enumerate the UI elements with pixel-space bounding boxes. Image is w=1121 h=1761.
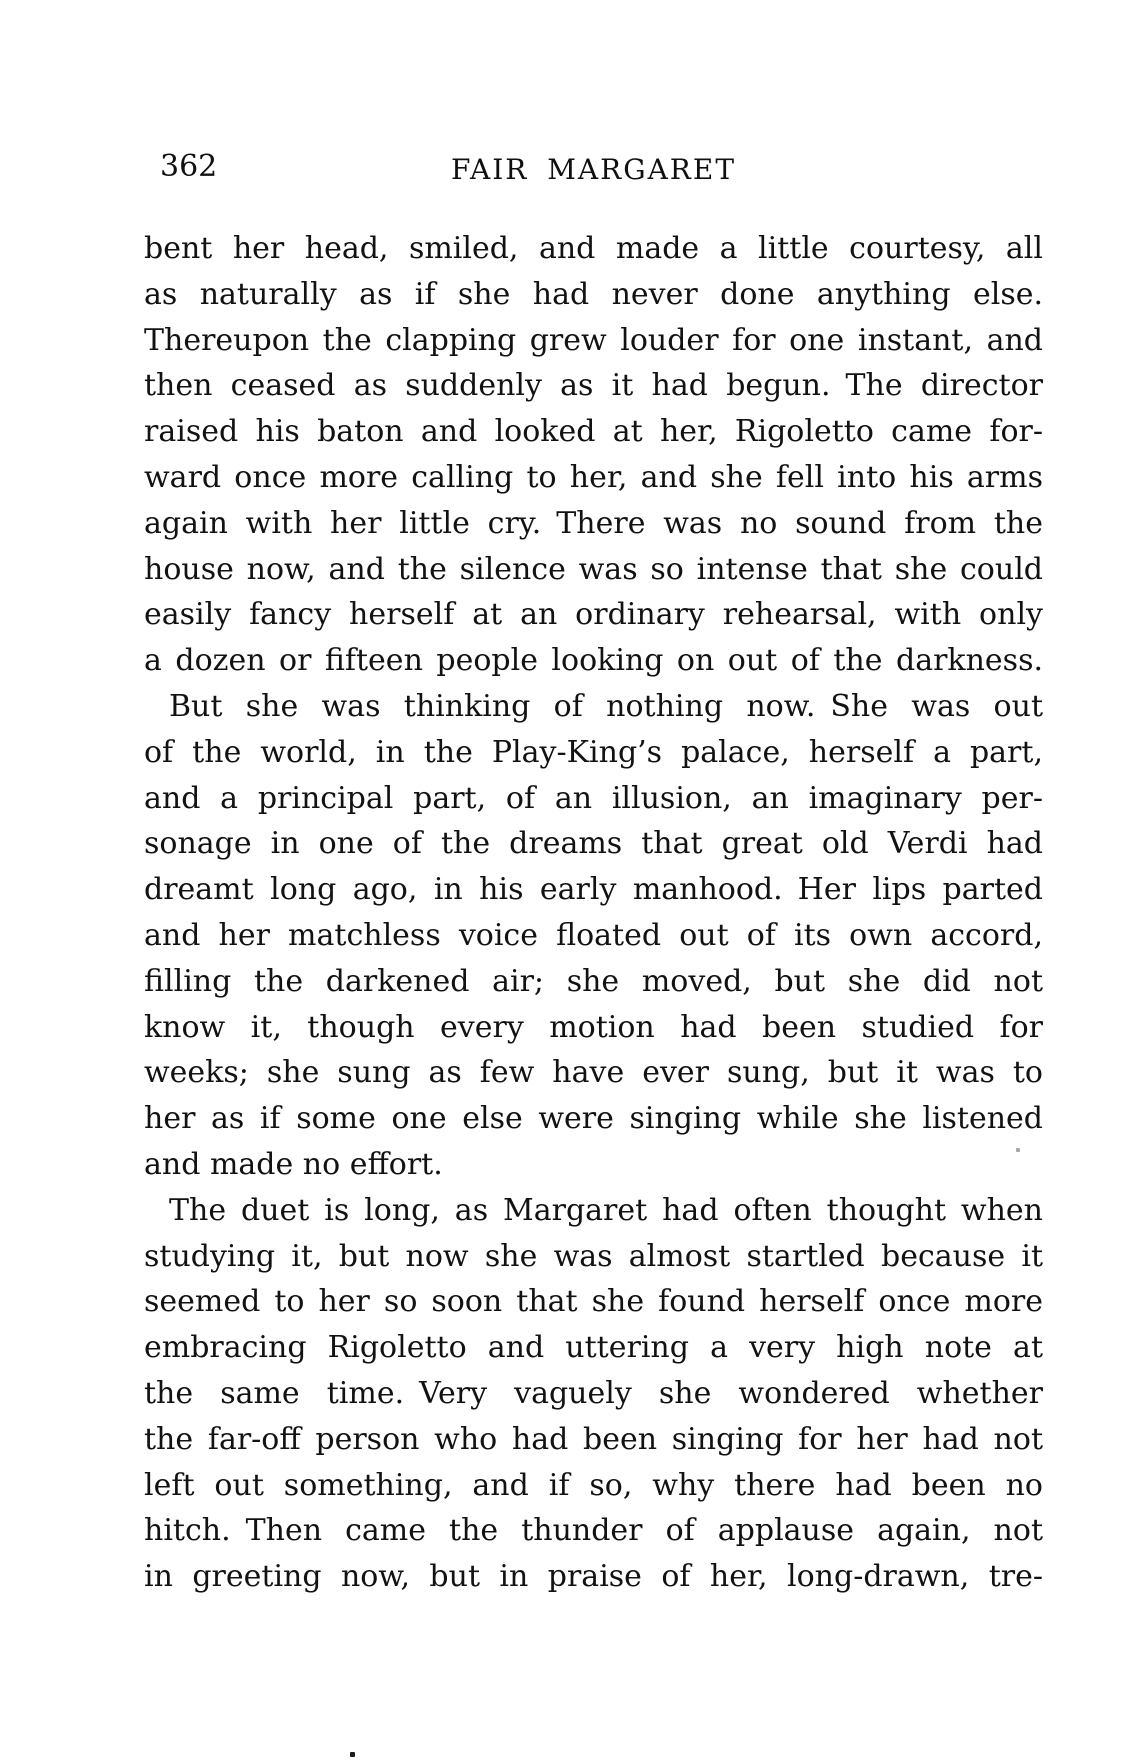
text-block: [144, 226, 1043, 1600]
text-line: bent her head, smiled, and made a little courtesy, all: [144, 231, 1043, 266]
text-line: and a principal part, of an illusion, an imaginary per-: [144, 780, 1043, 816]
ink-speck: [350, 1752, 355, 1757]
text-line: in greeting now, but in praise of her, long-drawn, tre-: [144, 1559, 1043, 1595]
text-line: and her matchless voice floated out of its own accord,: [144, 917, 1043, 953]
text-line: as naturally as if she had never done anything else.: [144, 276, 1043, 312]
text-line: house now, and the silence was so intense that she could: [144, 551, 1043, 587]
text-line: the same time. Very vaguely she wondered whether: [144, 1375, 1043, 1411]
text-line: hitch. Then came the thunder of applause again, not: [144, 1513, 1043, 1549]
ink-speck: [1016, 1148, 1020, 1152]
text-line: of the world, in the Play-King’s palace, herself a part,: [144, 734, 1043, 770]
text-line: a dozen or fifteen people looking on out of the darkness.: [144, 643, 1043, 679]
text-line: The duet is long, as Margaret had often thought when: [169, 1192, 1043, 1228]
text-line: then ceased as suddenly as it had begun. The director: [144, 368, 1043, 404]
text-line: ward once more calling to her, and she fell into his arms: [144, 459, 1043, 495]
text-line: weeks; she sung as few have ever sung, but it was to: [144, 1055, 1043, 1091]
text-line: left out something, and if so, why there had been no: [144, 1467, 1043, 1503]
text-line: the far-off person who had been singing for her had not: [144, 1421, 1043, 1457]
text-line: easily fancy herself at an ordinary rehearsal, with only: [144, 597, 1043, 633]
text-line: seemed to her so soon that she found herself once more: [144, 1284, 1043, 1320]
text-line: filling the darkened air; she moved, but she did not: [144, 963, 1043, 999]
text-line: her as if some one else were singing while she listened: [144, 1101, 1043, 1137]
text-line: studying it, but now she was almost startled because it: [144, 1238, 1043, 1274]
text-line: and made no effort.: [144, 1146, 443, 1182]
text-line: raised his baton and looked at her, Rigoletto came for-: [144, 414, 1043, 450]
text-line: again with her little cry. There was no sound from the: [144, 505, 1043, 541]
text-line: But she was thinking of nothing now. She was out: [169, 688, 1043, 724]
text-line: sonage in one of the dreams that great old Verdi had: [144, 826, 1043, 862]
text-line: Thereupon the clapping grew louder for one instant, and: [144, 322, 1043, 358]
page-number: 362: [160, 149, 218, 184]
running-title: FAIR MARGARET: [450, 153, 736, 186]
text-line: dreamt long ago, in his early manhood. Her lips parted: [144, 872, 1043, 908]
text-line: know it, though every motion had been studied for: [144, 1009, 1043, 1045]
text-line: embracing Rigoletto and uttering a very high note at: [144, 1330, 1043, 1366]
running-header: [144, 147, 1043, 189]
